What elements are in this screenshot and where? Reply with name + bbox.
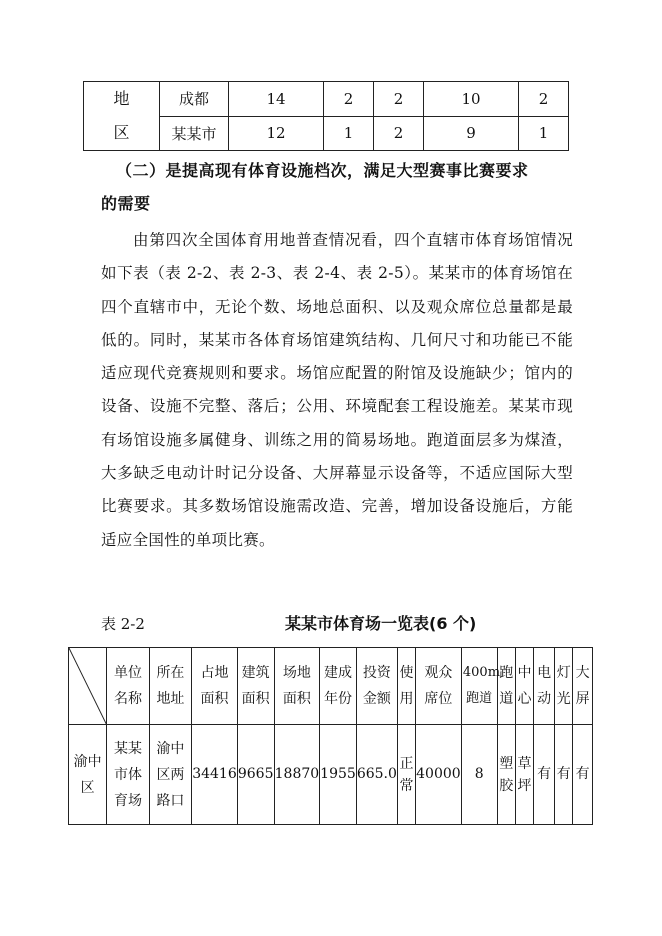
diagonal-corner-cell — [69, 648, 107, 725]
header-400m-track: 400m跑道 — [461, 648, 497, 725]
value-cell: 2 — [324, 82, 374, 117]
land-area-cell: 34416 — [192, 725, 238, 825]
section-heading-continued: 的需要 — [101, 194, 151, 213]
diagonal-line-icon — [69, 648, 106, 724]
header-center: 中心 — [515, 648, 533, 725]
header-name: 单位名称 — [107, 648, 149, 725]
header-year: 建成年份 — [320, 648, 357, 725]
header-big-screen: 大屏 — [573, 648, 593, 725]
value-cell: 1 — [519, 116, 569, 151]
header-usage: 使用 — [397, 648, 415, 725]
stadium-table — [68, 647, 593, 825]
header-track: 跑道 — [497, 648, 515, 725]
lighting-cell: 有 — [555, 725, 573, 825]
city-cell: 某某市 — [160, 116, 229, 151]
year-cell: 1955 — [320, 725, 357, 825]
name-cell: 某某市体育场 — [107, 725, 149, 825]
center-cell: 草坪 — [515, 725, 533, 825]
electric-cell: 有 — [534, 725, 555, 825]
header-building-area: 建筑面积 — [237, 648, 274, 725]
body-paragraph: 由第四次全国体育用地普查情况看，四个直辖市体育场馆情况如下表（表 2-2、表 2-3、表 2-4、表 2-5）。某某市的体育场馆在四个直辖市中，无论个数、场地总面积、以及观众席位总量都是最低的。同时，某某市各体育场馆建筑结构、几何尺寸和功能已不能适应现代竞赛规则和要求。场馆应配置的附馆及设施缺少；馆内的设备、设施不完整、落后；公用、环境配套工程设施差。某某市现有场馆设施多属健身、训练之用的简易场地。跑道面层多为煤渣，大多缺乏电动计时记分设备、大屏幕显示设备等，不适应国际大型比赛要求。其多数场馆设施需改造、完善，增加设备设施后，方能适应全国性的单项比赛。 — [101, 231, 573, 549]
big-screen-cell: 有 — [573, 725, 593, 825]
value-cell: 2 — [519, 82, 569, 117]
track-400m-cell: 8 — [461, 725, 497, 825]
value-cell: 2 — [374, 116, 424, 151]
table-row — [84, 82, 569, 117]
table-title: 某某市体育场一览表(6 个) — [285, 614, 477, 633]
header-field-area: 场地面积 — [274, 648, 320, 725]
district-cell: 渝中区 — [69, 725, 107, 825]
region-char: 地 — [113, 89, 130, 108]
region-cell — [84, 82, 160, 151]
track-surface-cell: 塑胶 — [497, 725, 515, 825]
seats-cell: 40000 — [416, 725, 462, 825]
field-area-cell: 18870 — [274, 725, 320, 825]
table-number: 表 2-2 — [101, 615, 145, 633]
usage-cell: 正常 — [397, 725, 415, 825]
header-land-area: 占地面积 — [192, 648, 238, 725]
section-heading: （二）是提高现有体育设施档次，满足大型赛事比赛要求 — [116, 161, 529, 180]
summary-table — [83, 81, 569, 151]
city-cell: 成都 — [160, 82, 229, 117]
building-area-cell: 9665 — [237, 725, 274, 825]
table-header-row — [69, 648, 593, 725]
header-lighting: 灯光 — [555, 648, 573, 725]
value-cell: 9 — [423, 116, 518, 151]
value-cell: 12 — [229, 116, 324, 151]
header-electric: 电动 — [534, 648, 555, 725]
region-char: 区 — [113, 123, 130, 142]
header-investment: 投资金额 — [356, 648, 397, 725]
header-address: 所在地址 — [149, 648, 191, 725]
investment-cell: 665.0 — [356, 725, 397, 825]
value-cell: 2 — [374, 82, 424, 117]
value-cell: 10 — [423, 82, 518, 117]
value-cell: 1 — [324, 116, 374, 151]
address-cell: 渝中区两路口 — [149, 725, 191, 825]
table-row — [69, 725, 593, 825]
value-cell: 14 — [229, 82, 324, 117]
header-seats: 观众席位 — [416, 648, 462, 725]
